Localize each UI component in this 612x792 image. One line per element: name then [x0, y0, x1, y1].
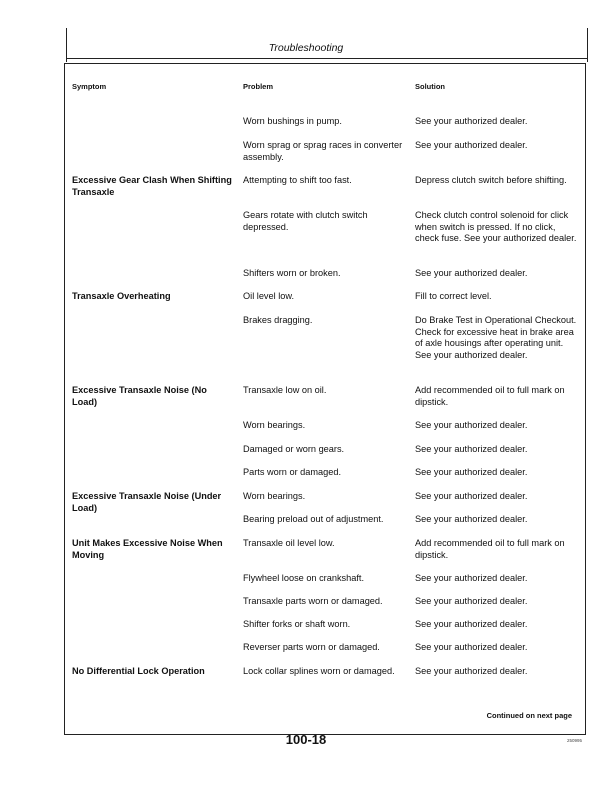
solution-cell: See your authorized dealer. [415, 619, 528, 629]
solution-cell: See your authorized dealer. [415, 596, 528, 606]
page-header-title: Troubleshooting [268, 42, 344, 54]
solution-cell: Depress clutch switch before shifting. [415, 175, 567, 185]
solution-cell: See your authorized dealer. [415, 116, 528, 126]
problem-cell: Gears rotate with clutch switch depressed. [243, 210, 368, 232]
problem-cell: Parts worn or damaged. [243, 467, 342, 477]
continued-note: Continued on next page [486, 711, 572, 720]
solution-cell: Add recommended oil to full mark on dipstick. [415, 538, 565, 560]
problem-cell: Transaxle low on oil. [243, 385, 327, 395]
problem-cell: Bearing preload out of adjustment. [243, 514, 384, 524]
solution-cell: See your authorized dealer. [415, 467, 528, 477]
problem-cell: Brakes dragging. [243, 315, 313, 325]
solution-cell: See your authorized dealer. [415, 420, 528, 430]
solution-cell: See your authorized dealer. [415, 514, 528, 524]
symptom-cell: Transaxle Overheating [72, 291, 171, 301]
problem-cell: Worn bearings. [243, 420, 306, 430]
problem-cell: Damaged or worn gears. [243, 444, 345, 454]
solution-cell: See your authorized dealer. [415, 444, 528, 454]
column-header-symptom: Symptom [72, 82, 107, 91]
solution-cell: See your authorized dealer. [415, 268, 528, 278]
column-header-problem: Problem [243, 82, 274, 91]
symptom-cell: Unit Makes Excessive Noise When Moving [72, 538, 223, 560]
symptom-cell: Excessive Gear Clash When Shifting Transaxle [72, 175, 232, 197]
solution-cell: Do Brake Test in Operational Checkout. Check for excessive heat in brake area of axle housings after operating unit. See your authorized dealer. [415, 315, 577, 360]
problem-cell: Worn bearings. [243, 491, 306, 501]
problem-cell: Worn bushings in pump. [243, 116, 342, 126]
page-number: 100-18 [285, 732, 327, 747]
problem-cell: Shifters worn or broken. [243, 268, 341, 278]
solution-cell: Add recommended oil to full mark on dipstick. [415, 385, 565, 407]
problem-cell: Attempting to shift too fast. [243, 175, 352, 185]
problem-cell: Shifter forks or shaft worn. [243, 619, 351, 629]
problem-cell: Transaxle oil level low. [243, 538, 335, 548]
column-header-solution: Solution [415, 82, 445, 91]
problem-cell: Worn sprag or sprag races in converter assembly. [243, 140, 403, 162]
header-rule [66, 58, 588, 59]
solution-cell: See your authorized dealer. [415, 140, 528, 150]
problem-cell: Oil level low. [243, 291, 295, 301]
problem-cell: Flywheel loose on crankshaft. [243, 573, 365, 583]
document-code: 250995 [566, 738, 582, 743]
symptom-cell: Excessive Transaxle Noise (No Load) [72, 385, 207, 407]
symptom-cell: Excessive Transaxle Noise (Under Load) [72, 491, 222, 513]
solution-cell: Fill to correct level. [415, 291, 492, 301]
problem-cell: Lock collar splines worn or damaged. [243, 666, 395, 676]
solution-cell: Check clutch control solenoid for click when switch is pressed. If no click, check fuse. See your authorized dealer. [415, 210, 577, 243]
symptom-cell: No Differential Lock Operation [72, 666, 205, 676]
solution-cell: See your authorized dealer. [415, 642, 528, 652]
problem-cell: Transaxle parts worn or damaged. [243, 596, 383, 606]
solution-cell: See your authorized dealer. [415, 666, 528, 676]
solution-cell: See your authorized dealer. [415, 573, 528, 583]
solution-cell: See your authorized dealer. [415, 491, 528, 501]
problem-cell: Reverser parts worn or damaged. [243, 642, 380, 652]
